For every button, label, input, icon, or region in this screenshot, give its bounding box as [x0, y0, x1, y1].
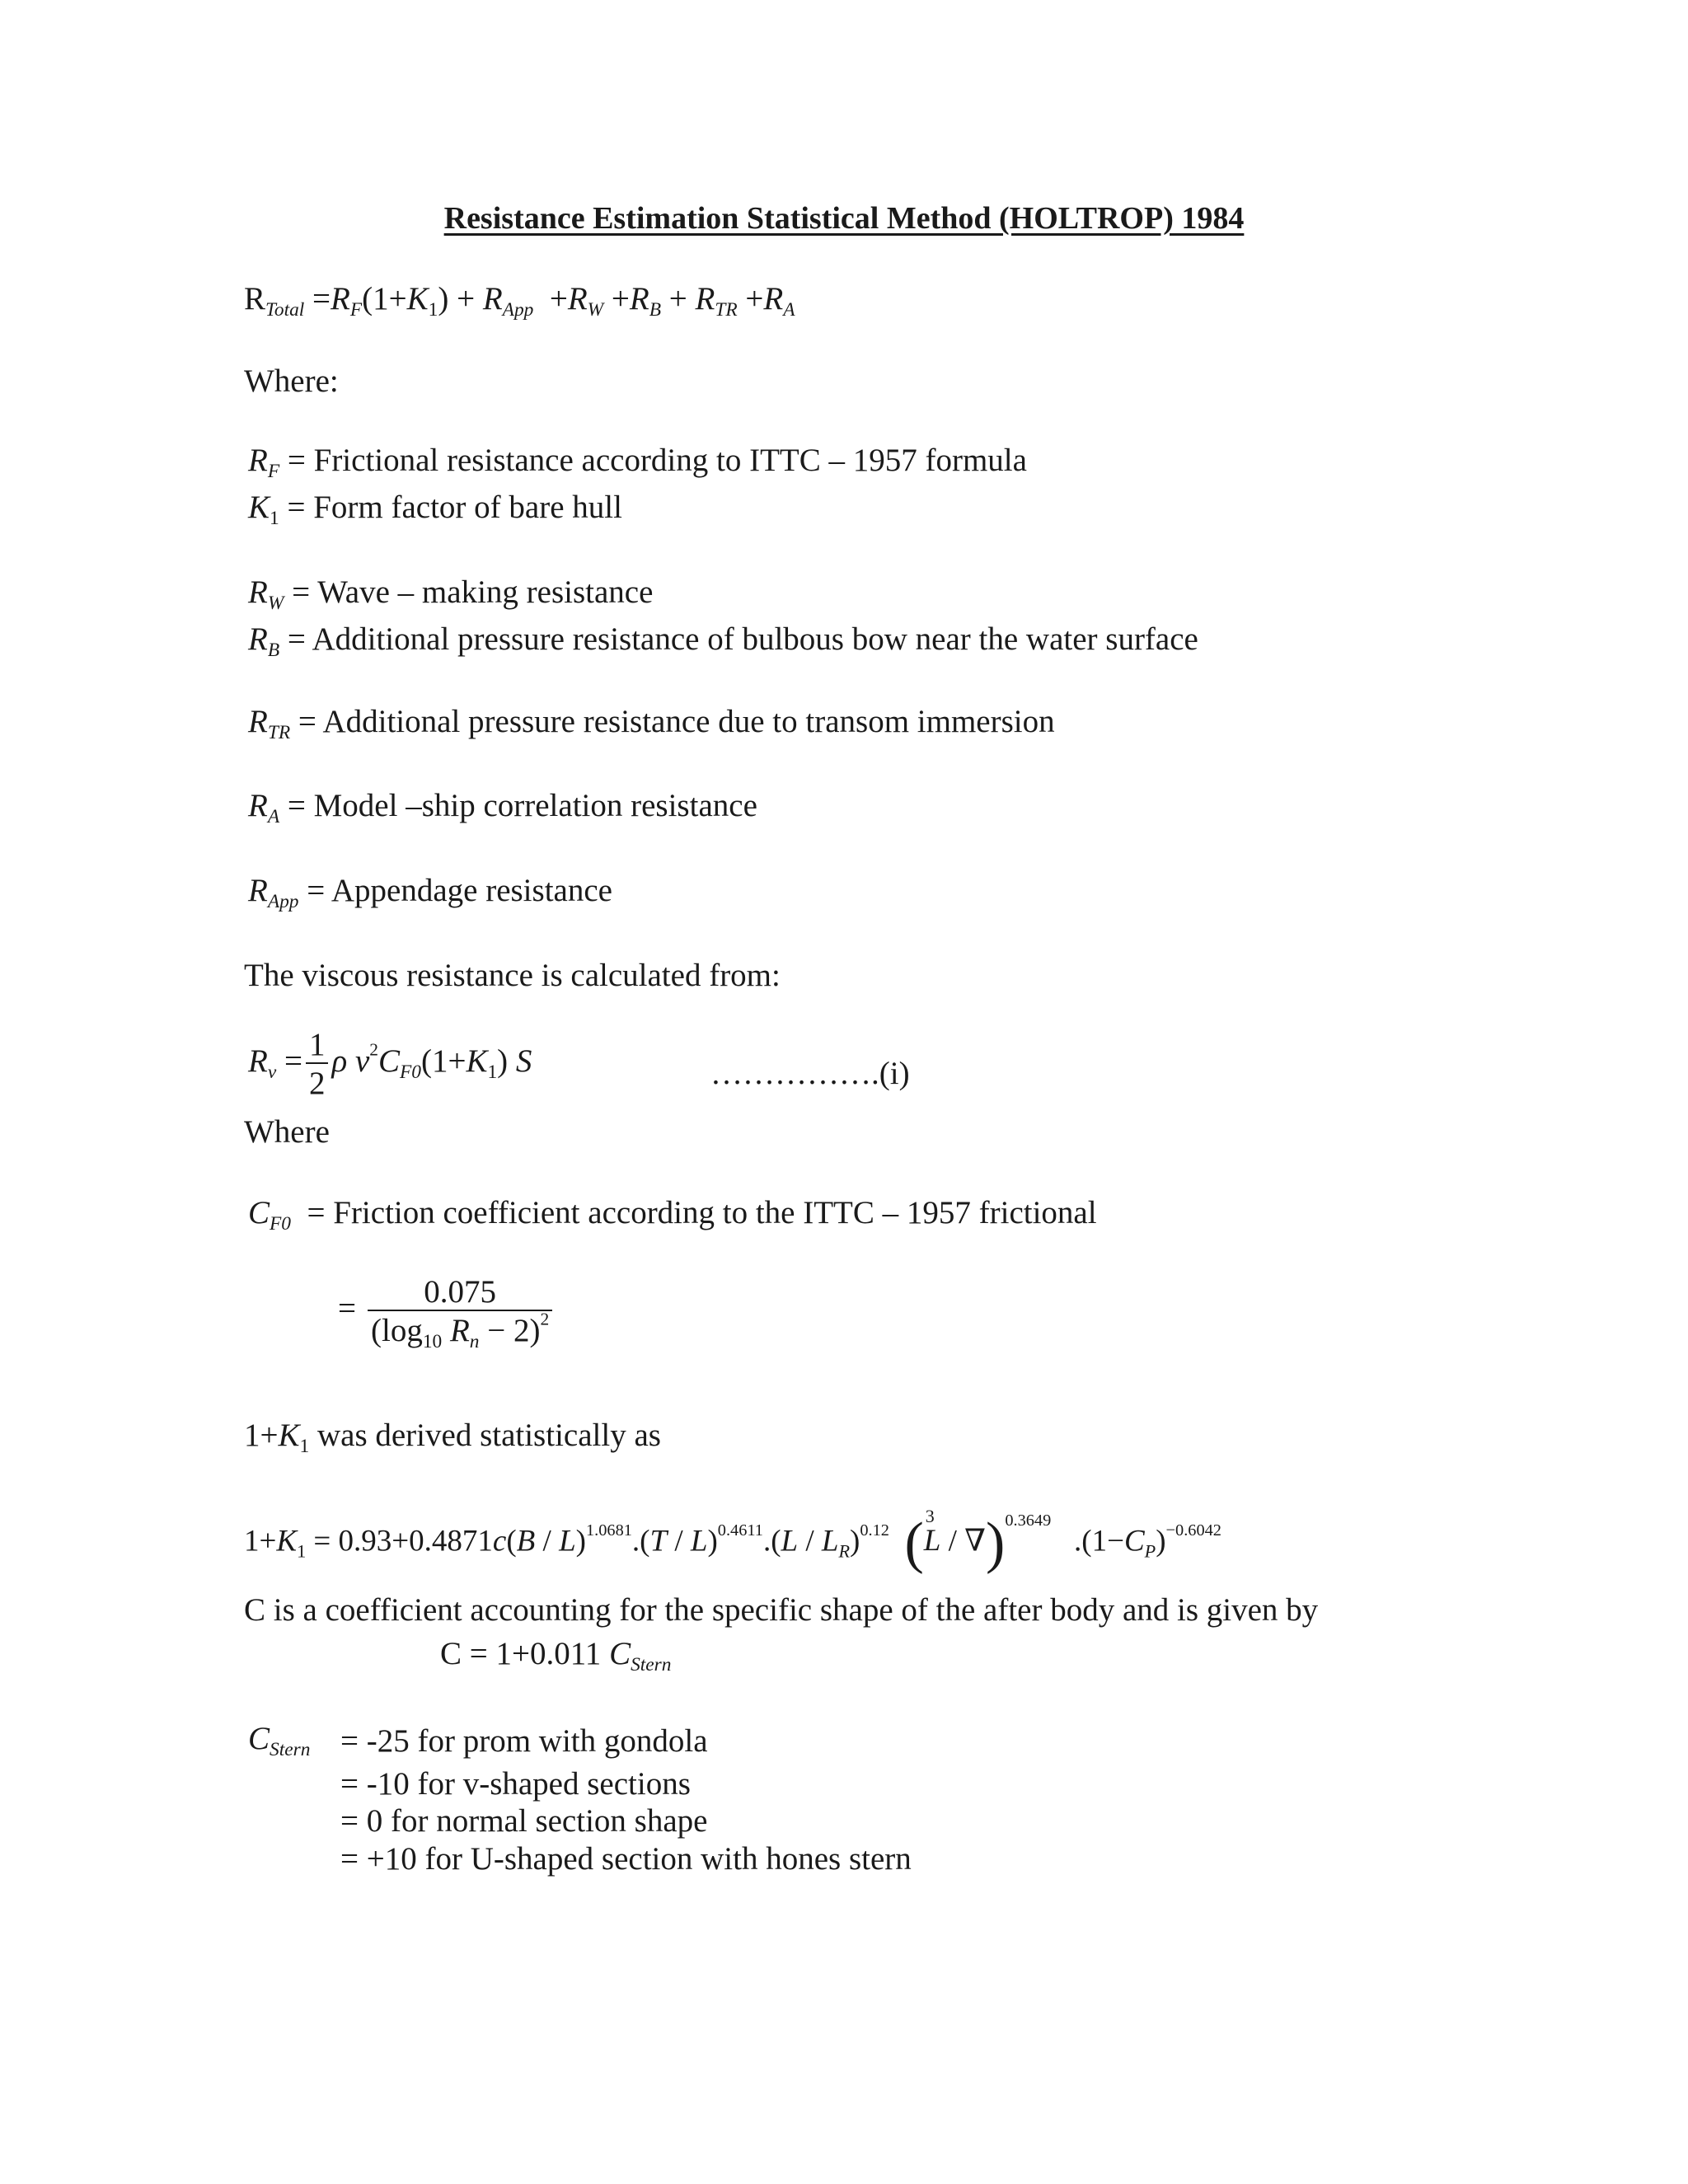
definition-rw: $R_W$ = Wave – making resistance [248, 574, 654, 615]
exponent-bl: 1.0681 [585, 1521, 632, 1540]
definition-text: Frictional resistance according to ITTC – 1957 formula [313, 443, 1027, 478]
definition-text: Additional pressure resistance due to transom immersion [322, 704, 1055, 739]
where-label: Where: [244, 363, 339, 399]
exponent-tl: 0.4611 [717, 1521, 763, 1540]
cf0-formula: = $\frac{0.075}{(\log_{10} R_n - 2)^2}$ [338, 1276, 556, 1347]
exponent-cp: −0.6042 [1165, 1521, 1221, 1540]
definition-k1: $K_1$ = Form factor of bare hull [248, 490, 622, 530]
exponent-lvol: 0.3649 [1005, 1511, 1052, 1530]
definition-text: Form factor of bare hull [313, 490, 622, 525]
k1-coefficient: 0.4871 [409, 1524, 493, 1558]
definition-text: Additional pressure resistance of bulbous bow near the water surface [312, 621, 1198, 657]
cf0-fraction: $\frac{0.075}{(\log_{10} R_n - 2)^2}$ [368, 1276, 552, 1347]
cstern-symbol: $C_{Stern}$ [248, 1721, 311, 1761]
k1-intro: $1+K_1$ was derived statistically as [244, 1418, 661, 1458]
where-label-2: Where [244, 1114, 330, 1150]
c-formula: C = 1+0.011 $C_{Stern}$ [440, 1636, 672, 1676]
equation-number: …………….(i) [710, 1056, 910, 1091]
fraction-half: $\frac{1}{2}$ [306, 1029, 329, 1099]
cstern-value: = 0 for normal section shape [340, 1803, 708, 1839]
cstern-value: = -10 for v-shaped sections [340, 1766, 691, 1802]
definition-rapp: $R_{App}$ = Appendage resistance [248, 873, 612, 913]
c-description: C is a coefficient accounting for the specific shape of the after body and is given by [244, 1592, 1319, 1628]
cf0-numerator: 0.075 [424, 1274, 496, 1310]
definition-text: Wave – making resistance [317, 574, 654, 610]
cstern-value: = +10 for U-shaped section with hones stern [340, 1841, 912, 1877]
total-resistance-equation: $R_{Total} =R_F(1+K_1) + R_{App} +R_W +R_B + R_{TR} +R_A$ [244, 281, 795, 321]
cstern-value: = -25 for prom with gondola [340, 1723, 708, 1759]
page-title: Resistance Estimation Statistical Method (HOLTROP) 1984 [443, 201, 1245, 236]
viscous-resistance-equation: $R_v$ = $\frac{1}{2}$ ρ $v^2C_{F0}(1+K_1)$ S [248, 1027, 532, 1101]
definition-ra: $R_A$ = Model –ship correlation resistance [248, 788, 757, 828]
definition-text: Friction coefficient according to the ITTC – 1957 frictional [333, 1195, 1097, 1230]
k1-formula: $1+K_1 = 0.93+0.4871c(B / L)^{1.0681}.(T / L)^{0.4611}.(L / L_R)^{0.12}$ ( 3 L / ∇)$^{0.3649}$ $.(1-C_P)^{-0.6042}$ [244, 1506, 1221, 1575]
definition-rtr: $R_{TR}$ = Additional pressure resistance due to transom immersion [248, 704, 1055, 744]
c-formula-prefix: C = 1+0.011 [440, 1636, 602, 1671]
definition-text: Model –ship correlation resistance [313, 788, 757, 823]
definition-cf0: $C_{F0}$ = Friction coefficient according to the ITTC – 1957 frictional [248, 1195, 1097, 1235]
definition-rb: $R_B$ = Additional pressure resistance of bulbous bow near the water surface [248, 621, 1198, 662]
definition-text: Appendage resistance [331, 873, 612, 908]
k1-constant: 0.93 [338, 1524, 392, 1558]
exponent-llr: 0.12 [860, 1521, 889, 1540]
definition-rf: $R_F$ = Frictional resistance according to ITTC – 1957 formula [248, 443, 1027, 483]
k1-intro-text: was derived statistically as [316, 1418, 661, 1453]
viscous-intro: The viscous resistance is calculated from: [244, 958, 781, 993]
